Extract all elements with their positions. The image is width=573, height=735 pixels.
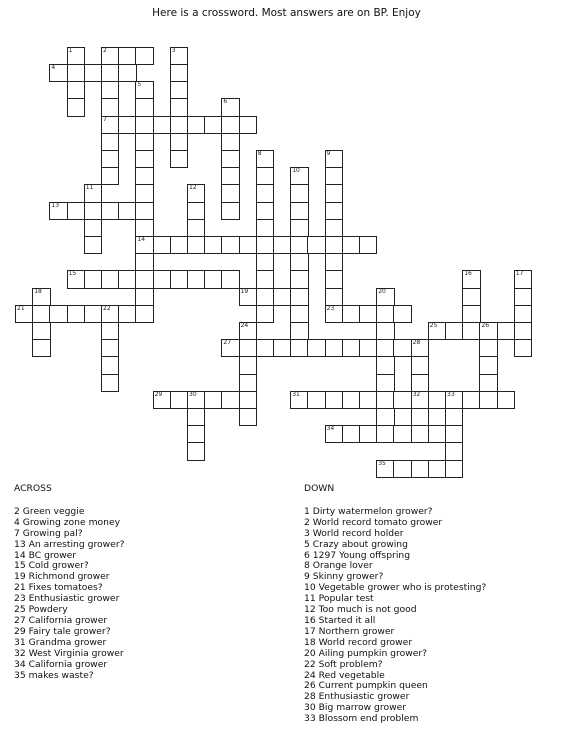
- grid-cell[interactable]: [445, 425, 463, 443]
- grid-cell[interactable]: [393, 391, 411, 409]
- grid-cell[interactable]: [497, 322, 515, 340]
- clue-number: 16: [464, 270, 472, 278]
- grid-cell[interactable]: [67, 270, 85, 288]
- grid-cell[interactable]: [462, 288, 480, 306]
- grid-cell[interactable]: [290, 288, 308, 306]
- grid-cell[interactable]: [135, 81, 153, 99]
- grid-cell[interactable]: [479, 339, 497, 357]
- grid-cell[interactable]: [67, 81, 85, 99]
- clue-number: 33: [447, 390, 455, 398]
- grid-cell[interactable]: [221, 133, 239, 151]
- grid-cell[interactable]: [67, 202, 85, 220]
- down-heading: DOWN: [304, 483, 335, 494]
- down-clue: 5 Crazy about growing: [304, 538, 408, 550]
- across-clue: 25 Powdery: [14, 604, 68, 616]
- grid-cell[interactable]: [376, 356, 394, 374]
- across-clue: 32 West Virginia grower: [14, 647, 124, 659]
- grid-cell[interactable]: [204, 116, 222, 134]
- clue-number: 15: [68, 270, 77, 278]
- grid-cell[interactable]: [101, 305, 119, 323]
- down-clue: 26 Current pumpkin queen: [304, 680, 428, 692]
- grid-cell[interactable]: [290, 391, 308, 409]
- clue-number: 19: [240, 287, 249, 295]
- grid-cell[interactable]: [325, 288, 343, 306]
- grid-cell[interactable]: [239, 116, 257, 134]
- across-clue: 15 Cold grower?: [14, 560, 89, 572]
- grid-cell[interactable]: [135, 305, 153, 323]
- clue-number: 2: [103, 46, 107, 54]
- grid-cell[interactable]: [514, 270, 532, 288]
- grid-cell[interactable]: [135, 133, 153, 151]
- across-clue: 19 Richmond grower: [14, 571, 110, 583]
- grid-cell[interactable]: [462, 270, 480, 288]
- grid-cell[interactable]: [376, 288, 394, 306]
- grid-cell[interactable]: [187, 270, 205, 288]
- grid-cell[interactable]: [290, 219, 308, 237]
- grid-cell[interactable]: [101, 116, 119, 134]
- grid-cell[interactable]: [101, 202, 119, 220]
- grid-cell[interactable]: [273, 236, 291, 254]
- clue-number: 17: [515, 270, 524, 278]
- grid-cell[interactable]: [84, 64, 102, 82]
- grid-cell[interactable]: [359, 236, 377, 254]
- grid-cell[interactable]: [342, 391, 360, 409]
- grid-cell[interactable]: [153, 116, 171, 134]
- grid-cell[interactable]: [376, 339, 394, 357]
- grid-cell[interactable]: [170, 150, 188, 168]
- clue-number: 9: [326, 149, 331, 157]
- clue-number: 29: [154, 390, 163, 398]
- grid-cell[interactable]: [445, 408, 463, 426]
- grid-cell[interactable]: [239, 322, 257, 340]
- grid-cell[interactable]: [256, 236, 274, 254]
- clue-number: 30: [189, 390, 197, 398]
- grid-cell[interactable]: [462, 305, 480, 323]
- grid-cell[interactable]: [221, 167, 239, 185]
- clue-number: 3: [171, 46, 176, 54]
- grid-cell[interactable]: [376, 322, 394, 340]
- clue-number: 4: [51, 63, 56, 71]
- grid-cell[interactable]: [170, 47, 188, 65]
- across-heading: ACROSS: [14, 483, 52, 494]
- grid-cell[interactable]: [84, 236, 102, 254]
- grid-cell[interactable]: [290, 184, 308, 202]
- down-clue: 11 Popular test: [304, 593, 374, 605]
- grid-cell[interactable]: [479, 356, 497, 374]
- grid-cell[interactable]: [67, 64, 85, 82]
- grid-cell[interactable]: [411, 408, 429, 426]
- clue-number: 27: [223, 339, 232, 347]
- clue-number: 8: [257, 149, 262, 157]
- grid-cell[interactable]: [153, 270, 171, 288]
- grid-cell[interactable]: [256, 253, 274, 271]
- grid-cell[interactable]: [221, 116, 239, 134]
- grid-cell[interactable]: [479, 322, 497, 340]
- down-clues: [304, 484, 486, 725]
- grid-cell[interactable]: [221, 236, 239, 254]
- clue-number: 21: [17, 304, 25, 312]
- grid-cell[interactable]: [84, 219, 102, 237]
- down-clue-list: [304, 507, 486, 725]
- grid-cell[interactable]: [393, 339, 411, 357]
- grid-cell[interactable]: [445, 442, 463, 460]
- grid-cell[interactable]: [118, 270, 136, 288]
- grid-cell[interactable]: [342, 339, 360, 357]
- clue-number: 35: [378, 459, 386, 467]
- down-clue: 1 Dirty watermelon grower?: [304, 505, 433, 517]
- grid-cell[interactable]: [32, 305, 50, 323]
- grid-cell[interactable]: [325, 339, 343, 357]
- across-clue: 7 Growing pal?: [14, 527, 83, 539]
- grid-cell[interactable]: [393, 460, 411, 478]
- across-clue: 29 Fairy tale grower?: [14, 625, 111, 637]
- grid-cell[interactable]: [497, 391, 515, 409]
- grid-cell[interactable]: [256, 150, 274, 168]
- grid-cell[interactable]: [290, 253, 308, 271]
- grid-cell[interactable]: [135, 98, 153, 116]
- across-clue: 23 Enthusiastic grower: [14, 593, 120, 605]
- grid-cell[interactable]: [239, 356, 257, 374]
- grid-cell[interactable]: [273, 339, 291, 357]
- grid-cell[interactable]: [221, 339, 239, 357]
- grid-cell[interactable]: [170, 270, 188, 288]
- grid-cell[interactable]: [359, 391, 377, 409]
- across-clue: 27 California grower: [14, 614, 108, 626]
- down-clue: 30 Big marrow grower: [304, 702, 407, 714]
- grid-cell[interactable]: [204, 391, 222, 409]
- grid-cell[interactable]: [256, 184, 274, 202]
- grid-cell[interactable]: [153, 236, 171, 254]
- grid-cell[interactable]: [101, 98, 119, 116]
- grid-cell[interactable]: [101, 270, 119, 288]
- clue-number: 5: [137, 81, 142, 89]
- grid-cell[interactable]: [170, 81, 188, 99]
- grid-cell[interactable]: [514, 305, 532, 323]
- grid-cell[interactable]: [411, 391, 429, 409]
- down-clue: 24 Red vegetable: [304, 669, 385, 681]
- grid-cell[interactable]: [170, 133, 188, 151]
- clue-number: 32: [412, 390, 421, 398]
- grid-cell[interactable]: [135, 116, 153, 134]
- grid-cell[interactable]: [325, 236, 343, 254]
- clue-number: 13: [51, 201, 60, 209]
- grid-cell[interactable]: [135, 184, 153, 202]
- grid-cell[interactable]: [101, 47, 119, 65]
- across-clue-list: [14, 507, 124, 682]
- grid-cell[interactable]: [325, 202, 343, 220]
- down-clue: 16 Started it all: [304, 614, 376, 626]
- grid-cell[interactable]: [256, 305, 274, 323]
- grid-cell[interactable]: [376, 408, 394, 426]
- down-clue: 20 Ailing pumpkin grower?: [304, 647, 428, 659]
- grid-cell[interactable]: [514, 339, 532, 357]
- clue-number: 26: [481, 321, 490, 329]
- grid-cell[interactable]: [101, 374, 119, 392]
- grid-cell[interactable]: [67, 47, 85, 65]
- across-clue: 13 An arresting grower?: [14, 538, 125, 550]
- grid-cell[interactable]: [342, 305, 360, 323]
- grid-cell[interactable]: [325, 150, 343, 168]
- grid-cell[interactable]: [325, 270, 343, 288]
- grid-cell[interactable]: [290, 322, 308, 340]
- clue-number: 10: [292, 167, 300, 175]
- grid-cell[interactable]: [325, 219, 343, 237]
- grid-cell[interactable]: [135, 236, 153, 254]
- clue-number: 11: [85, 184, 94, 192]
- grid-cell[interactable]: [325, 253, 343, 271]
- grid-cell[interactable]: [325, 305, 343, 323]
- down-clue: 12 Too much is not good: [304, 604, 417, 616]
- grid-cell[interactable]: [32, 339, 50, 357]
- grid-cell[interactable]: [359, 339, 377, 357]
- grid-cell[interactable]: [273, 288, 291, 306]
- grid-cell[interactable]: [67, 305, 85, 323]
- grid-cell[interactable]: [118, 64, 136, 82]
- grid-cell[interactable]: [170, 116, 188, 134]
- grid-cell[interactable]: [239, 408, 257, 426]
- clue-number: 7: [103, 115, 107, 123]
- grid-cell[interactable]: [428, 322, 446, 340]
- grid-cell[interactable]: [221, 270, 239, 288]
- grid-cell[interactable]: [411, 460, 429, 478]
- grid-cell[interactable]: [325, 184, 343, 202]
- down-clue: 18 World record grower: [304, 636, 413, 648]
- grid-cell[interactable]: [204, 270, 222, 288]
- grid-cell[interactable]: [32, 288, 50, 306]
- grid-cell[interactable]: [187, 408, 205, 426]
- grid-cell[interactable]: [153, 391, 171, 409]
- clue-number: 1: [68, 46, 73, 54]
- across-clue: 4 Growing zone money: [14, 516, 121, 528]
- grid-cell[interactable]: [187, 425, 205, 443]
- grid-cell[interactable]: [204, 236, 222, 254]
- grid-cell[interactable]: [428, 391, 446, 409]
- grid-cell[interactable]: [221, 202, 239, 220]
- grid-cell[interactable]: [135, 167, 153, 185]
- grid-cell[interactable]: [170, 98, 188, 116]
- grid-cell[interactable]: [256, 288, 274, 306]
- grid-cell[interactable]: [49, 202, 67, 220]
- grid-cell[interactable]: [393, 425, 411, 443]
- grid-cell[interactable]: [135, 219, 153, 237]
- grid-cell[interactable]: [221, 98, 239, 116]
- clue-number: 12: [189, 184, 197, 192]
- grid-cell[interactable]: [239, 236, 257, 254]
- grid-cell[interactable]: [307, 339, 325, 357]
- grid-cell[interactable]: [256, 202, 274, 220]
- grid-cell[interactable]: [187, 184, 205, 202]
- clue-number: 23: [326, 304, 335, 312]
- grid-cell[interactable]: [239, 288, 257, 306]
- grid-cell[interactable]: [135, 270, 153, 288]
- grid-cell[interactable]: [325, 425, 343, 443]
- grid-cell[interactable]: [135, 150, 153, 168]
- grid-cell[interactable]: [239, 391, 257, 409]
- across-clue: 14 BC grower: [14, 549, 77, 561]
- grid-cell[interactable]: [376, 305, 394, 323]
- grid-cell[interactable]: [479, 374, 497, 392]
- down-clue: 10 Vegetable grower who is protesting?: [304, 582, 487, 594]
- down-clue: 22 Soft problem?: [304, 658, 383, 670]
- clue-number: 24: [240, 321, 249, 329]
- grid-cell[interactable]: [135, 202, 153, 220]
- grid-cell[interactable]: [135, 288, 153, 306]
- grid-cell[interactable]: [290, 339, 308, 357]
- grid-cell[interactable]: [307, 391, 325, 409]
- grid-cell[interactable]: [428, 460, 446, 478]
- grid-cell[interactable]: [376, 460, 394, 478]
- grid-cell[interactable]: [376, 391, 394, 409]
- grid-cell[interactable]: [187, 202, 205, 220]
- grid-cell[interactable]: [290, 270, 308, 288]
- grid-cell[interactable]: [118, 202, 136, 220]
- grid-cell[interactable]: [411, 425, 429, 443]
- clue-number: 14: [137, 235, 146, 243]
- clue-number: 6: [223, 98, 228, 106]
- grid-cell[interactable]: [239, 339, 257, 357]
- clue-number: 25: [429, 321, 438, 329]
- clue-number: 34: [326, 425, 335, 433]
- down-clue: 3 World record holder: [304, 527, 404, 539]
- grid-cell[interactable]: [101, 167, 119, 185]
- down-clue: 17 Northern grower: [304, 625, 395, 637]
- grid-cell[interactable]: [187, 236, 205, 254]
- grid-cell[interactable]: [84, 305, 102, 323]
- clue-number: 22: [103, 304, 111, 312]
- grid-cell[interactable]: [101, 339, 119, 357]
- grid-cell[interactable]: [170, 236, 188, 254]
- grid-cell[interactable]: [359, 425, 377, 443]
- grid-cell[interactable]: [101, 81, 119, 99]
- grid-cell[interactable]: [411, 339, 429, 357]
- down-clue: 8 Orange lover: [304, 560, 373, 572]
- grid-cell[interactable]: [49, 64, 67, 82]
- clue-number: 31: [292, 390, 300, 398]
- puzzle-title: Here is a crossword. Most answers are on BP. Enjoy: [152, 7, 421, 19]
- grid-cell[interactable]: [290, 202, 308, 220]
- grid-cell[interactable]: [101, 64, 119, 82]
- grid-cell[interactable]: [445, 391, 463, 409]
- grid-cell[interactable]: [256, 270, 274, 288]
- grid-cell[interactable]: [101, 322, 119, 340]
- grid-cell[interactable]: [411, 356, 429, 374]
- grid-cell[interactable]: [84, 202, 102, 220]
- grid-cell[interactable]: [101, 150, 119, 168]
- grid-cell[interactable]: [15, 305, 33, 323]
- grid-cell[interactable]: [118, 116, 136, 134]
- grid-cell[interactable]: [32, 322, 50, 340]
- grid-cell[interactable]: [359, 305, 377, 323]
- down-clue: 33 Blossom end problem: [304, 713, 419, 725]
- across-clue: 21 Fixes tomatoes?: [14, 582, 103, 594]
- clue-number: 20: [378, 287, 386, 295]
- across-clue: 2 Green veggie: [14, 505, 85, 517]
- grid-cell[interactable]: [514, 322, 532, 340]
- grid-cell[interactable]: [256, 219, 274, 237]
- grid-cell[interactable]: [256, 167, 274, 185]
- grid-cell[interactable]: [428, 425, 446, 443]
- down-clue: 2 World record tomato grower: [304, 516, 443, 528]
- grid-cell[interactable]: [290, 305, 308, 323]
- grid-cell[interactable]: [307, 236, 325, 254]
- grid-cell[interactable]: [514, 288, 532, 306]
- grid-cell[interactable]: [221, 184, 239, 202]
- grid-cell[interactable]: [101, 356, 119, 374]
- grid-cell[interactable]: [290, 167, 308, 185]
- grid-cell[interactable]: [84, 270, 102, 288]
- grid-cell[interactable]: [376, 425, 394, 443]
- grid-cell[interactable]: [342, 425, 360, 443]
- grid-cell[interactable]: [135, 47, 153, 65]
- grid-cell[interactable]: [187, 391, 205, 409]
- grid-cell[interactable]: [462, 391, 480, 409]
- grid-cell[interactable]: [376, 374, 394, 392]
- grid-cell[interactable]: [118, 305, 136, 323]
- grid-cell[interactable]: [135, 253, 153, 271]
- grid-cell[interactable]: [445, 322, 463, 340]
- grid-cell[interactable]: [239, 374, 257, 392]
- grid-cell[interactable]: [187, 219, 205, 237]
- grid-cell[interactable]: [170, 391, 188, 409]
- across-clue: 34 California grower: [14, 658, 108, 670]
- grid-cell[interactable]: [325, 391, 343, 409]
- grid-cell[interactable]: [67, 98, 85, 116]
- grid-cell[interactable]: [393, 305, 411, 323]
- grid-cell[interactable]: [256, 339, 274, 357]
- grid-cell[interactable]: [118, 47, 136, 65]
- grid-cell[interactable]: [84, 184, 102, 202]
- grid-cell[interactable]: [462, 322, 480, 340]
- grid-cell[interactable]: [187, 442, 205, 460]
- across-clue: 31 Grandma grower: [14, 636, 107, 648]
- across-clue: 35 makes waste?: [14, 669, 94, 681]
- down-clue: 6 1297 Young offspring: [304, 549, 411, 561]
- across-clues: [14, 484, 124, 681]
- grid-cell[interactable]: [221, 391, 239, 409]
- grid-cell[interactable]: [49, 305, 67, 323]
- grid-cell[interactable]: [221, 150, 239, 168]
- grid-cell[interactable]: [479, 391, 497, 409]
- grid-cell[interactable]: [187, 116, 205, 134]
- grid-cell[interactable]: [325, 167, 343, 185]
- grid-cell[interactable]: [445, 460, 463, 478]
- grid-cell[interactable]: [170, 64, 188, 82]
- grid-cell[interactable]: [101, 133, 119, 151]
- grid-cell[interactable]: [342, 236, 360, 254]
- clue-number: 18: [34, 287, 42, 295]
- down-clue: 28 Enthusiastic grower: [304, 691, 410, 703]
- grid-cell[interactable]: [411, 374, 429, 392]
- grid-cell[interactable]: [290, 236, 308, 254]
- down-clue: 9 Skinny grower?: [304, 571, 384, 583]
- clue-number: 28: [412, 339, 421, 347]
